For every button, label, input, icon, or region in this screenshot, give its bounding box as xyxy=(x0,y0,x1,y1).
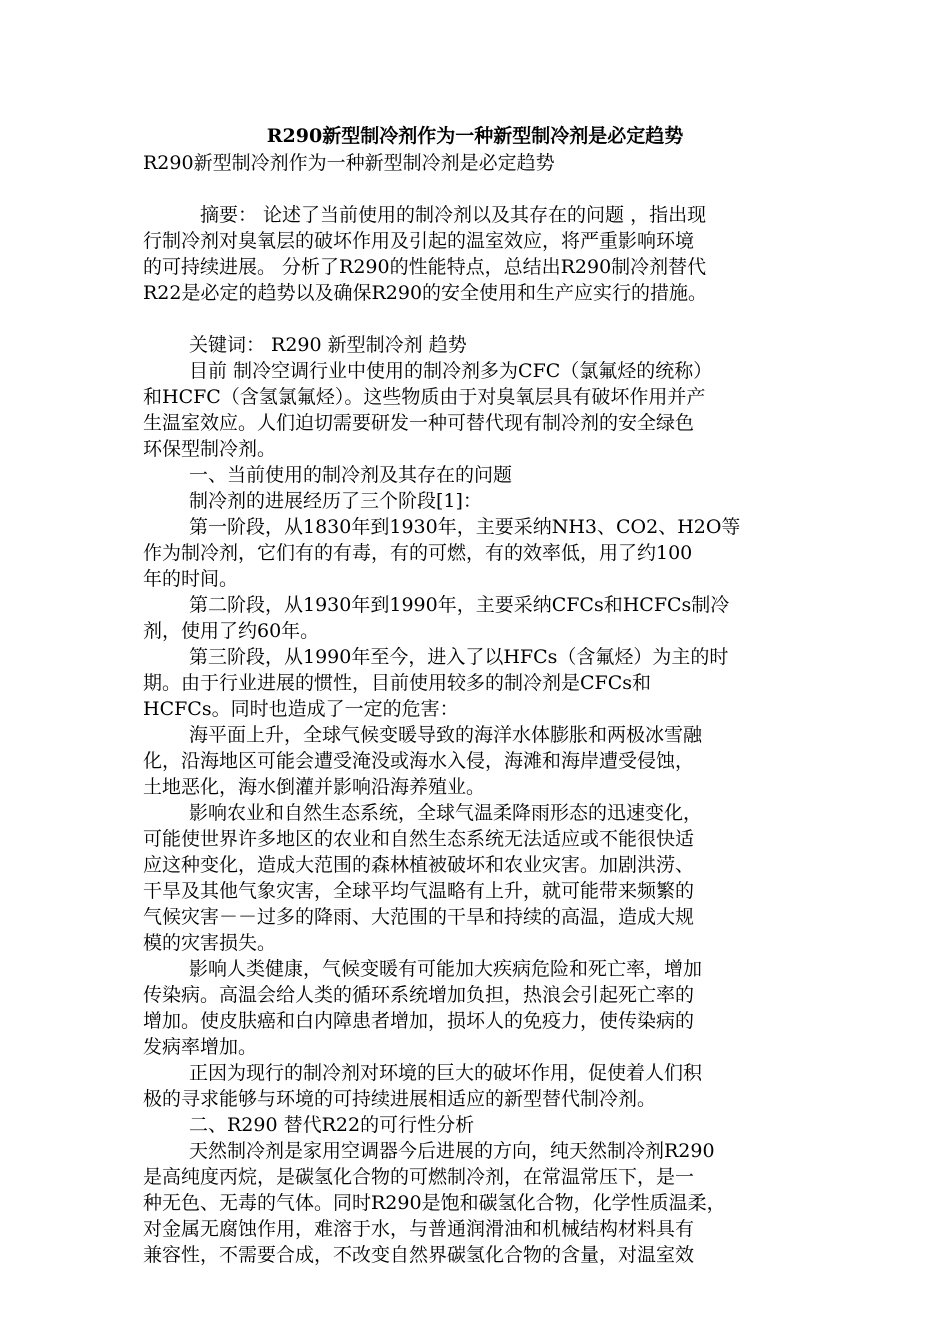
paragraph-line: 化，沿海地区可能会遭受淹没或海水入侵，海滩和海岸遭受侵蚀， xyxy=(143,750,695,772)
paragraph-line: 影响人类健康，气候变暖有可能加大疾病危险和死亡率，增加 xyxy=(189,958,703,980)
abstract-line: R22是必定的趋势以及确保R290的安全使用和生产应实行的措施。 xyxy=(143,282,708,304)
paragraph-line: 应这种变化，造成大范围的森林植被破坏和农业灾害。加剧洪涝、 xyxy=(143,854,695,876)
paragraph-line: 期。由于行业进展的惯性，目前使用较多的制冷剂是CFCs和 xyxy=(143,672,652,694)
paragraph-line: 目前 制冷空调行业中使用的制冷剂多为CFC（氯氟烃的统称） xyxy=(189,360,713,382)
document-title: R290新型制冷剂作为一种新型制冷剂是必定趋势 xyxy=(266,125,684,147)
paragraph-line: 发病率增加。 xyxy=(143,1036,258,1058)
paragraph-line: 模的灾害损失。 xyxy=(143,932,277,954)
paragraph-line: 环保型制冷剂。 xyxy=(143,438,277,460)
paragraph-line: 气候灾害－－过多的降雨、大范围的干旱和持续的高温，造成大规 xyxy=(143,906,695,928)
abstract-line: 的可持续进展。 分析了R290的性能特点，总结出R290制冷剂替代 xyxy=(143,256,707,278)
section-heading: 二、R290 替代R22的可行性分析 xyxy=(189,1114,475,1136)
paragraph-line: 天然制冷剂是家用空调器今后进展的方向，纯天然制冷剂R290 xyxy=(189,1140,715,1162)
subtitle-line: R290新型制冷剂作为一种新型制冷剂是必定趋势 xyxy=(143,152,555,174)
paragraph-line: 剂，使用了约60年。 xyxy=(143,620,320,642)
paragraph-line: 干旱及其他气象灾害，全球平均气温略有上升，就可能带来频繁的 xyxy=(143,880,695,902)
paragraph-line: 影响农业和自然生态系统，全球气温柔降雨形态的迅速变化， xyxy=(189,802,703,824)
paragraph-line: 海平面上升，全球气候变暖导致的海洋水体膨胀和两极冰雪融 xyxy=(189,724,703,746)
paragraph-line: 兼容性，不需要合成，不改变自然界碳氢化合物的含量，对温室效 xyxy=(143,1244,695,1266)
paragraph-line: 是高纯度丙烷，是碳氢化合物的可燃制冷剂，在常温常压下，是一 xyxy=(143,1166,695,1188)
paragraph-line: 传染病。高温会给人类的循环系统增加负担，热浪会引起死亡率的 xyxy=(143,984,695,1006)
paragraph-line: 和HCFC（含氢氯氟烃）。这些物质由于对臭氧层具有破坏作用并产 xyxy=(143,386,706,408)
abstract-line: 行制冷剂对臭氧层的破坏作用及引起的温室效应，将严重影响环境 xyxy=(143,230,695,252)
paragraph-line: 第二阶段，从1930年到1990年，主要采纳CFCs和HCFCs制冷 xyxy=(189,594,730,616)
paragraph-line: 正因为现行的制冷剂对环境的巨大的破坏作用，促使着人们积 xyxy=(189,1062,703,1084)
abstract-line: 摘要： 论述了当前使用的制冷剂以及其存在的问题 ，指出现 xyxy=(200,204,707,226)
paragraph-line: 对金属无腐蚀作用，难溶于水，与普通润滑油和机械结构材料具有 xyxy=(143,1218,695,1240)
paragraph-line: 土地恶化，海水倒灌并影响沿海养殖业。 xyxy=(143,776,486,798)
paragraph-line: 极的寻求能够与环境的可持续进展相适应的新型替代制冷剂。 xyxy=(143,1088,657,1110)
paragraph-line: 作为制冷剂，它们有的有毒，有的可燃，有的效率低，用了约100 xyxy=(143,542,693,564)
paragraph-line: HCFCs。同时也造成了一定的危害： xyxy=(143,698,459,720)
keywords-line: 关键词： R290 新型制冷剂 趋势 xyxy=(189,334,467,356)
paragraph-line: 第一阶段，从1830年到1930年，主要采纳NH3、CO2、H2O等 xyxy=(189,516,741,538)
section-heading: 一、当前使用的制冷剂及其存在的问题 xyxy=(189,464,513,486)
paragraph-line: 增加。使皮肤癌和白内障患者增加，损坏人的免疫力，使传染病的 xyxy=(143,1010,695,1032)
paragraph-line: 生温室效应。人们迫切需要研发一种可替代现有制冷剂的安全绿色 xyxy=(143,412,695,434)
paragraph-line: 第三阶段，从1990年至今，进入了以HFCs（含氟烃）为主的时 xyxy=(189,646,729,668)
paragraph-line: 制冷剂的进展经历了三个阶段[1]： xyxy=(189,490,482,512)
paragraph-line: 可能使世界许多地区的农业和自然生态系统无法适应或不能很快适 xyxy=(143,828,695,850)
paragraph-line: 年的时间。 xyxy=(143,568,239,590)
paragraph-line: 种无色、无毒的气体。同时R290是饱和碳氢化合物，化学性质温柔， xyxy=(143,1192,726,1214)
